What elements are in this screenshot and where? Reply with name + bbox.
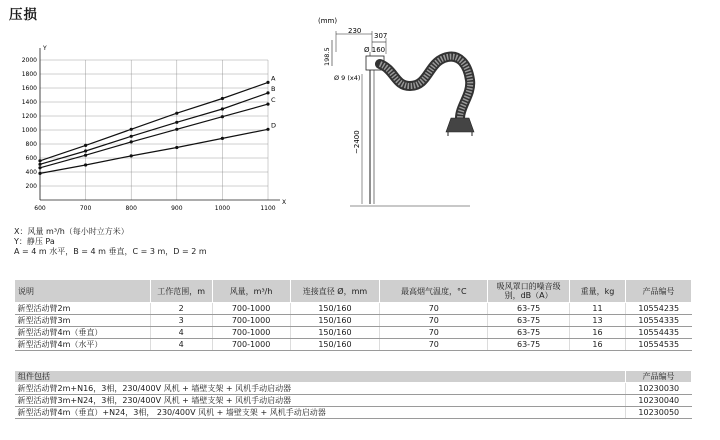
x-tick-label: 700 <box>79 205 92 212</box>
y-tick-label: 1600 <box>21 85 37 92</box>
extraction-arm-drawing <box>310 14 510 214</box>
table-cell: 700-1000 <box>212 327 290 339</box>
table-row <box>15 383 692 395</box>
caption-y: Y：静压 Pa <box>14 237 55 246</box>
caption-legend: A = 4 m 水平，B = 4 m 垂直，C = 3 m，D = 2 m <box>14 247 207 256</box>
data-point <box>38 163 41 166</box>
table-cell: 10230030 <box>626 383 692 395</box>
data-point <box>175 128 178 131</box>
y-tick-label: 600 <box>25 155 37 162</box>
spec-header-row <box>15 280 692 303</box>
x-tick-label: 1100 <box>260 205 276 212</box>
dim-160: Ø 160 <box>364 46 386 54</box>
table-cell: 2 <box>150 303 212 315</box>
table-cell: 新型活动臂2m+N16，3相，230/400V 风机 + 墙壁支架 + 风机手动启动器 <box>15 383 626 395</box>
table-cell: 10554235 <box>625 303 691 315</box>
table-cell: 150/160 <box>290 339 380 351</box>
spec-header-cell: 连接直径 Ø，mm <box>290 280 380 303</box>
table-cell: 150/160 <box>290 315 380 327</box>
pressure-loss-chart <box>10 38 295 218</box>
table-cell: 63-75 <box>488 303 570 315</box>
x-tick-label: 800 <box>125 205 137 212</box>
kit-header-cell: 组件包括 <box>15 371 626 383</box>
table-cell: 700-1000 <box>212 315 290 327</box>
table-row <box>15 407 692 419</box>
table-cell: 70 <box>380 339 488 351</box>
y-tick-label: 400 <box>25 169 37 176</box>
chart-svg <box>10 38 295 218</box>
series-label: C <box>271 96 276 105</box>
data-point <box>130 140 133 143</box>
data-point <box>38 172 41 175</box>
data-point <box>175 112 178 115</box>
unit-label: (mm) <box>318 17 338 25</box>
spec-header-cell: 说明 <box>15 280 151 303</box>
table-cell: 新型活动臂3m+N24，3相，230/400V 风机 + 墙壁支架 + 风机手动启动器 <box>15 395 626 407</box>
kit-table <box>14 370 692 419</box>
series-label: A <box>271 74 276 83</box>
dim-bolt: Ø 9 (x4) <box>334 74 361 82</box>
table-cell: 70 <box>380 327 488 339</box>
table-cell: 150/160 <box>290 303 380 315</box>
y-axis-letter: Y <box>43 45 47 52</box>
dim-230: 230 <box>348 27 362 35</box>
table-cell: 10554535 <box>625 339 691 351</box>
table-cell: 16 <box>570 339 626 351</box>
table-cell: 150/160 <box>290 327 380 339</box>
data-point <box>84 149 87 152</box>
series-line-a <box>40 82 268 160</box>
data-point <box>38 159 41 162</box>
table-row <box>15 315 692 327</box>
table-row <box>15 303 692 315</box>
data-point <box>266 103 269 106</box>
dim-2400: ~2400 <box>353 130 361 154</box>
y-tick-label: 1200 <box>21 113 37 120</box>
data-point <box>221 97 224 100</box>
x-tick-label: 900 <box>171 205 183 212</box>
data-point <box>175 146 178 149</box>
spec-header-cell: 重量，kg <box>570 280 626 303</box>
table-cell: 16 <box>570 327 626 339</box>
data-point <box>130 154 133 157</box>
table-cell: 700-1000 <box>212 339 290 351</box>
series-label: B <box>271 84 276 93</box>
data-point <box>221 115 224 118</box>
table-cell: 63-75 <box>488 327 570 339</box>
dim-198: 198.5 <box>323 47 331 66</box>
data-point <box>266 128 269 131</box>
data-point <box>130 135 133 138</box>
table-cell: 10554435 <box>625 327 691 339</box>
spec-table <box>14 279 692 351</box>
table-cell: 10230040 <box>626 395 692 407</box>
table-cell: 3 <box>150 315 212 327</box>
table-cell: 4 <box>150 339 212 351</box>
table-cell: 新型活动臂4m（水平） <box>15 339 151 351</box>
dim-307: 307 <box>374 32 388 40</box>
data-point <box>221 137 224 140</box>
data-point <box>266 91 269 94</box>
kit-header-row <box>15 371 692 383</box>
data-point <box>266 81 269 84</box>
y-tick-label: 1000 <box>21 127 37 134</box>
table-cell: 700-1000 <box>212 303 290 315</box>
table-row <box>15 339 692 351</box>
data-point <box>38 166 41 169</box>
table-cell: 70 <box>380 303 488 315</box>
table-cell: 4 <box>150 327 212 339</box>
table-row <box>15 327 692 339</box>
table-cell: 11 <box>570 303 626 315</box>
data-point <box>221 107 224 110</box>
x-axis-letter: X <box>282 199 287 206</box>
spec-header-cell: 产品编号 <box>625 280 691 303</box>
table-cell: 70 <box>380 315 488 327</box>
caption-x: X：风量 m³/h（每小时立方米） <box>14 227 129 236</box>
data-point <box>175 121 178 124</box>
x-tick-label: 600 <box>34 205 46 212</box>
series-line-b <box>40 93 268 164</box>
spec-header-cell: 最高烟气温度，°C <box>380 280 488 303</box>
table-cell: 10230050 <box>626 407 692 419</box>
y-tick-label: 1400 <box>21 99 37 106</box>
y-tick-label: 800 <box>25 141 37 148</box>
x-tick-label: 1000 <box>214 205 231 212</box>
table-cell: 新型活动臂4m（垂直） <box>15 327 151 339</box>
table-cell: 新型活动臂2m <box>15 303 151 315</box>
data-point <box>84 163 87 166</box>
spec-header-cell: 吸风罩口的噪音级别，dB（A） <box>488 280 570 303</box>
table-cell: 13 <box>570 315 626 327</box>
data-point <box>84 144 87 147</box>
y-tick-label: 2000 <box>21 57 37 64</box>
table-cell: 63-75 <box>488 339 570 351</box>
kit-header-cell: 产品编号 <box>626 371 692 383</box>
y-tick-label: 1800 <box>21 71 37 78</box>
table-cell: 63-75 <box>488 315 570 327</box>
table-cell: 新型活动臂4m（垂直）+N24，3相， 230/400V 风机 + 墙壁支架 + 风机手动启动器 <box>15 407 626 419</box>
spec-header-cell: 风量，m³/h <box>212 280 290 303</box>
table-cell: 10554335 <box>625 315 691 327</box>
series-label: D <box>271 121 277 130</box>
table-cell: 新型活动臂3m <box>15 315 151 327</box>
page-title: 压损 <box>9 7 38 23</box>
data-point <box>130 128 133 131</box>
y-tick-label: 200 <box>25 183 37 190</box>
table-row <box>15 395 692 407</box>
data-point <box>84 154 87 157</box>
spec-header-cell: 工作范围，m <box>150 280 212 303</box>
